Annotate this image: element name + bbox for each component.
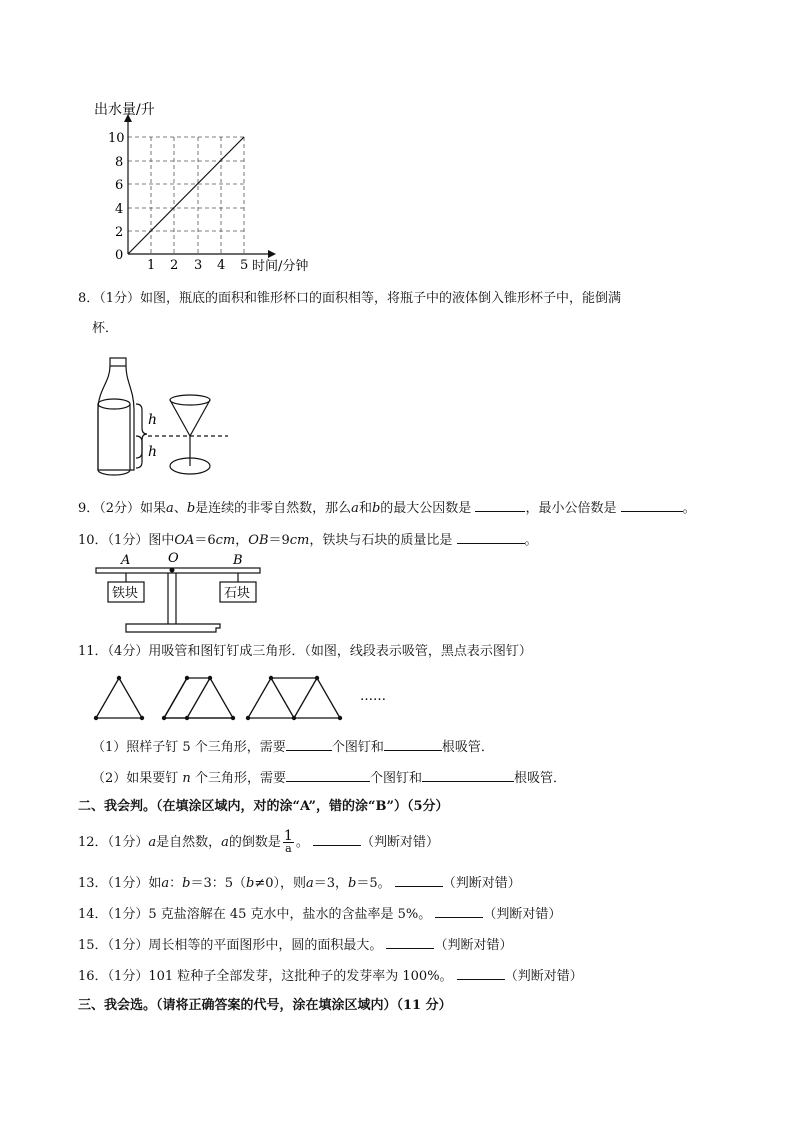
q13-text: 13．（1分）如a：b＝3：5（b≠0），则a＝3，b＝5。 （判断对错）	[78, 872, 521, 893]
cone-rim	[170, 395, 210, 405]
graph-ylabel: 出水量/升	[94, 102, 155, 118]
y-tick-label: 10	[108, 131, 125, 146]
q11-blank-strawsn[interactable]	[422, 767, 514, 782]
q16-text: 16．（1分）101 粒种子全部发芽，这批种子的发芽率为 100%。 （判断对错）	[78, 965, 583, 986]
x-tick-label: 1	[147, 258, 156, 273]
q9-text: 9．（2分）如果a、b是连续的非零自然数，那么a和b的最大公因数是 ，最小公倍数是 。	[78, 497, 696, 518]
balance-figure	[90, 548, 270, 638]
h-label-upper: h	[148, 412, 158, 428]
cylinder-top	[98, 399, 130, 409]
q11-sub2: （2）如果要钉 n 个三角形，需要 个图钉和 根吸管．	[92, 767, 566, 788]
bottle-cone-figure	[90, 352, 240, 480]
water-output-graph	[90, 98, 340, 276]
bottle-cap	[110, 358, 126, 366]
q13-answer-blank[interactable]	[395, 872, 443, 887]
q14-answer-blank[interactable]	[435, 903, 483, 918]
graph-xlabel: 时间/分钟	[252, 259, 309, 274]
cylinder-bottom	[98, 470, 130, 475]
y-tick-label: 2	[115, 225, 124, 240]
section3-title: 三、我会选。（请将正确答案的代号，涂在填涂区域内）（11 分）	[78, 998, 452, 1013]
graph-series-line	[128, 137, 244, 254]
x-tick-label: 4	[217, 258, 226, 273]
x-axis-arrow	[268, 250, 276, 258]
graph-origin: 0	[115, 248, 124, 263]
y-tick-label: 4	[115, 202, 124, 217]
q10-text: 10．（1分）图中OA＝6cm，OB＝9cm，铁块与石块的质量比是 。	[78, 529, 538, 550]
fraction-one-over-a: $\frac{1}{a}$	[283, 828, 293, 855]
y-tick-label: 8	[115, 155, 124, 170]
pivot-dot	[170, 568, 175, 573]
q15-answer-blank[interactable]	[386, 934, 434, 949]
triangles-svg	[90, 670, 400, 725]
q11-text: 11．（4分）用吸管和图钉钉成三角形．（如图，线段表示吸管，黑点表示图钉）	[78, 644, 532, 659]
triangle-three-outline	[248, 678, 340, 718]
q8-text-line2: 杯．	[92, 321, 119, 336]
section2-title: 二、我会判。（在填涂区域内，对的涂“A”，错的涂“B”）（5分）	[78, 799, 449, 814]
q15-text: 15．（1分）周长相等的平面图形中，圆的面积最大。 （判断对错）	[78, 934, 512, 955]
x-tick-label: 2	[170, 258, 179, 273]
q12-answer-blank[interactable]	[313, 831, 361, 846]
q11-blank-pins5[interactable]	[286, 736, 332, 751]
balance-beam	[96, 568, 260, 573]
q9-blank-gcd[interactable]	[475, 497, 525, 512]
q10-blank-ratio[interactable]	[457, 529, 525, 544]
graph-svg	[90, 98, 340, 276]
ellipsis: ……	[360, 689, 386, 704]
x-tick-label: 3	[194, 258, 203, 273]
bottle-cone-svg	[90, 352, 240, 480]
q14-text: 14．（1分）5 克盐溶解在 45 克水中，盐水的含盐率是 5%。 （判断对错）	[78, 903, 561, 924]
label-b: B	[233, 553, 243, 568]
label-o: O	[168, 551, 179, 566]
label-a: A	[121, 553, 131, 568]
q9-blank-lcm[interactable]	[621, 497, 683, 512]
q16-answer-blank[interactable]	[457, 965, 505, 980]
balance-svg	[90, 548, 270, 638]
iron-label: 铁块	[112, 586, 139, 601]
q12-text: 12．（1分）a是自然数，a的倒数是 $\frac{1}{a}$ 。 （判断对错）	[78, 828, 439, 855]
triangle-one	[96, 678, 142, 718]
triangles-figure	[90, 670, 400, 725]
q8-text-line1: 8．（1分）如图，瓶底的面积和锥形杯口的面积相等，将瓶子中的液体倒入锥形杯子中，能倒满	[78, 291, 622, 306]
bottle-body	[98, 366, 134, 470]
x-tick-label: 5	[240, 258, 249, 273]
balance-base	[126, 624, 220, 632]
q11-blank-pinsn[interactable]	[286, 767, 370, 782]
y-tick-label: 6	[115, 178, 124, 193]
stone-label: 石块	[224, 586, 251, 601]
q11-sub1: （1）照样子钉 5 个三角形，需要 个图钉和 根吸管．	[92, 736, 494, 757]
q11-blank-straws5[interactable]	[384, 736, 442, 751]
h-label-lower: h	[148, 444, 158, 460]
